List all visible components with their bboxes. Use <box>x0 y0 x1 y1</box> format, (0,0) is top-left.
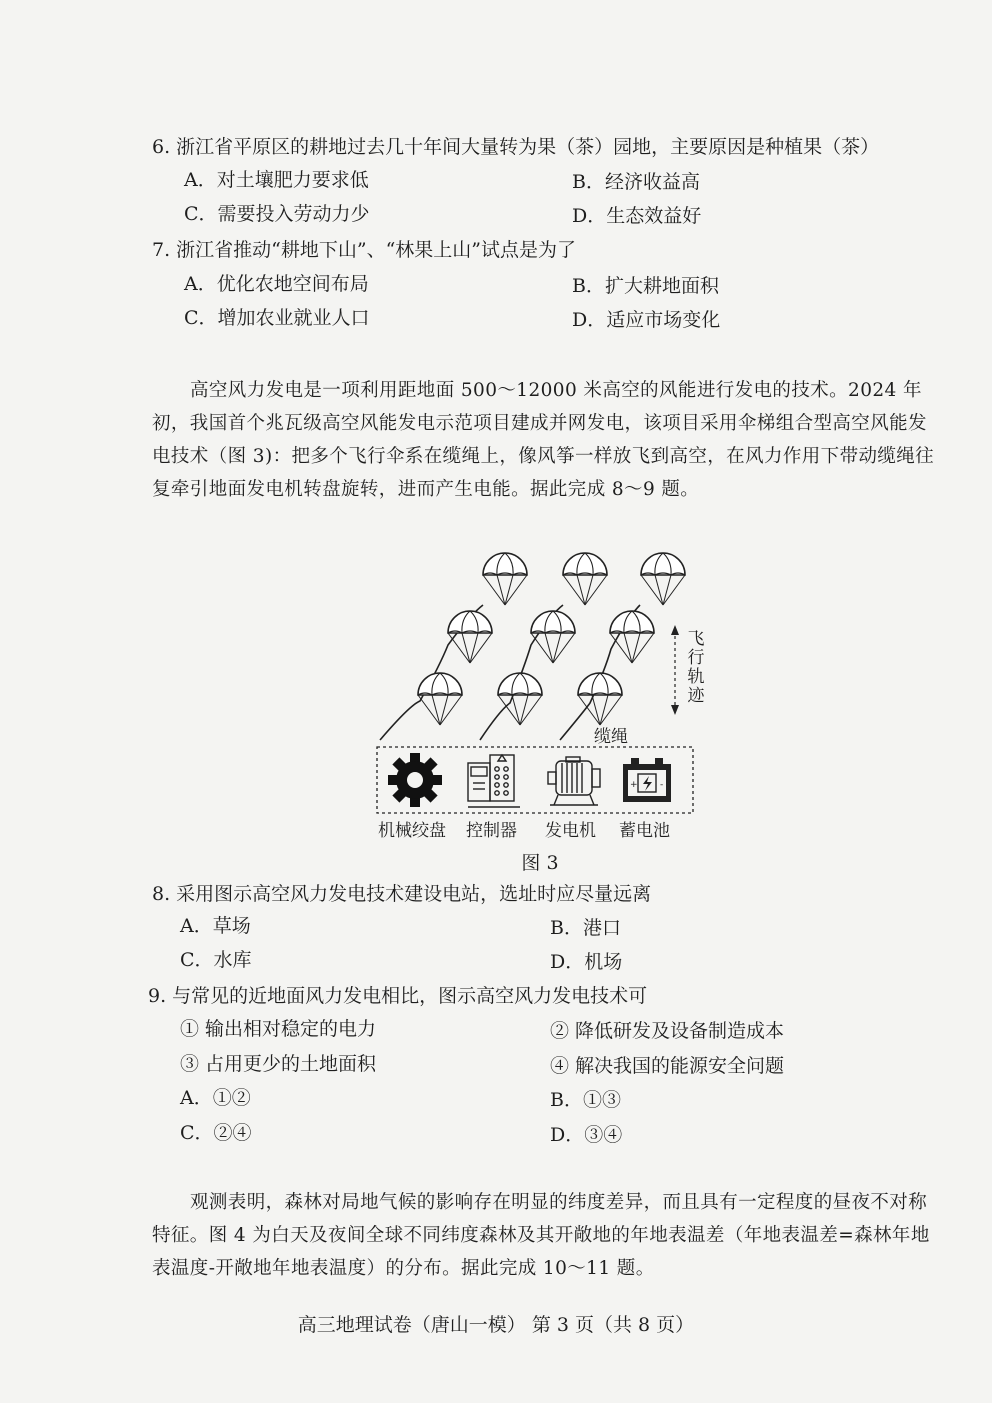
passage-wind-power-text: 高空风力发电是一项利用距地面 500～12000 米高空的风能进行发电的技术。2024 年初，我国首个兆瓦级高空风能发电示范项目建成并网发电，该项目采用伞梯组合型高空风能发电技术（图 3)：把多个飞行伞系在缆绳上，像风筝一样放飞到高空，在风力作用下带动缆绳往复牵引地面发电机转盘旋转，进而产生电能。据此完成 8～9 题。 <box>152 380 935 500</box>
q9-statement-3: ③ 占用更少的土地面积 <box>180 1053 377 1075</box>
q7-option-d: D．适应市场变化 <box>572 309 721 331</box>
controller-icon <box>468 755 520 807</box>
svg-text:-: - <box>660 780 664 790</box>
q8-stem: 8. 采用图示高空风力发电技术建设电站，选址时应尽量远离 <box>152 883 652 905</box>
q6-option-c: C．需要投入劳动力少 <box>184 203 370 225</box>
figure-3-caption: 图 3 <box>521 852 559 874</box>
passage-forest-climate-text: 观测表明，森林对局地气候的影响存在明显的纬度差异，而且具有一定程度的昼夜不对称特征。图 4 为白天及夜间全球不同纬度森林及其开敞地的年地表温差（年地表温差=森林年地表温度-开敞地年地表温度）的分布。据此完成 10～11 题。 <box>152 1192 930 1279</box>
passage-forest-climate <box>152 1186 936 1285</box>
q8-option-d: D．机场 <box>550 951 623 973</box>
generator-icon <box>548 757 600 805</box>
generator-label: 发电机 <box>545 821 596 841</box>
parachute <box>531 611 575 663</box>
q9-option-a: A．①② <box>180 1087 251 1109</box>
q7-option-a: A．优化农地空间布局 <box>184 273 369 295</box>
q7-option-c: C．增加农业就业人口 <box>184 307 370 329</box>
q9-stem: 9. 与常见的近地面风力发电相比，图示高空风力发电技术可 <box>148 985 648 1007</box>
flight-track-label: 飞行轨迹 <box>687 629 705 706</box>
q9-statement-4: ④ 解决我国的能源安全问题 <box>550 1055 785 1077</box>
battery-icon <box>623 758 671 802</box>
gear-icon <box>388 753 442 807</box>
parachute <box>483 553 527 605</box>
parachute <box>641 553 685 605</box>
parachute <box>563 553 607 605</box>
parachute <box>578 673 622 725</box>
controller-label: 控制器 <box>466 821 517 841</box>
q8-option-a: A．草场 <box>180 915 251 937</box>
svg-text:+: + <box>630 780 638 790</box>
q9-option-c: C．②④ <box>180 1122 252 1144</box>
q9-option-b: B．①③ <box>550 1089 621 1111</box>
q9-statement-1: ① 输出相对稳定的电力 <box>180 1018 377 1040</box>
q7-stem: 7. 浙江省推动“耕地下山”、“林果上山”试点是为了 <box>152 239 577 261</box>
q8-option-b: B．港口 <box>550 917 621 939</box>
winch-label: 机械绞盘 <box>378 821 446 841</box>
page-footer: 高三地理试卷（唐山一模） 第 3 页（共 8 页） <box>297 1314 695 1336</box>
q9-statement-2: ② 降低研发及设备制造成本 <box>550 1020 785 1042</box>
q6-stem: 6. 浙江省平原区的耕地过去几十年间大量转为果（茶）园地，主要原因是种植果（茶） <box>152 136 880 158</box>
parachute <box>610 611 654 663</box>
q8-option-c: C．水库 <box>180 949 252 971</box>
q7-option-b: B．扩大耕地面积 <box>572 275 719 297</box>
passage-wind-power <box>152 374 936 506</box>
battery-label: 蓄电池 <box>619 821 670 841</box>
cable-label: 缆绳 <box>594 727 628 747</box>
q6-option-a: A．对土壤肥力要求低 <box>184 169 369 191</box>
parachute <box>498 673 542 725</box>
q9-option-d: D．③④ <box>550 1124 623 1146</box>
parachute <box>418 673 462 725</box>
q6-option-d: D．生态效益好 <box>572 205 702 227</box>
q6-option-b: B．经济收益高 <box>572 171 700 193</box>
